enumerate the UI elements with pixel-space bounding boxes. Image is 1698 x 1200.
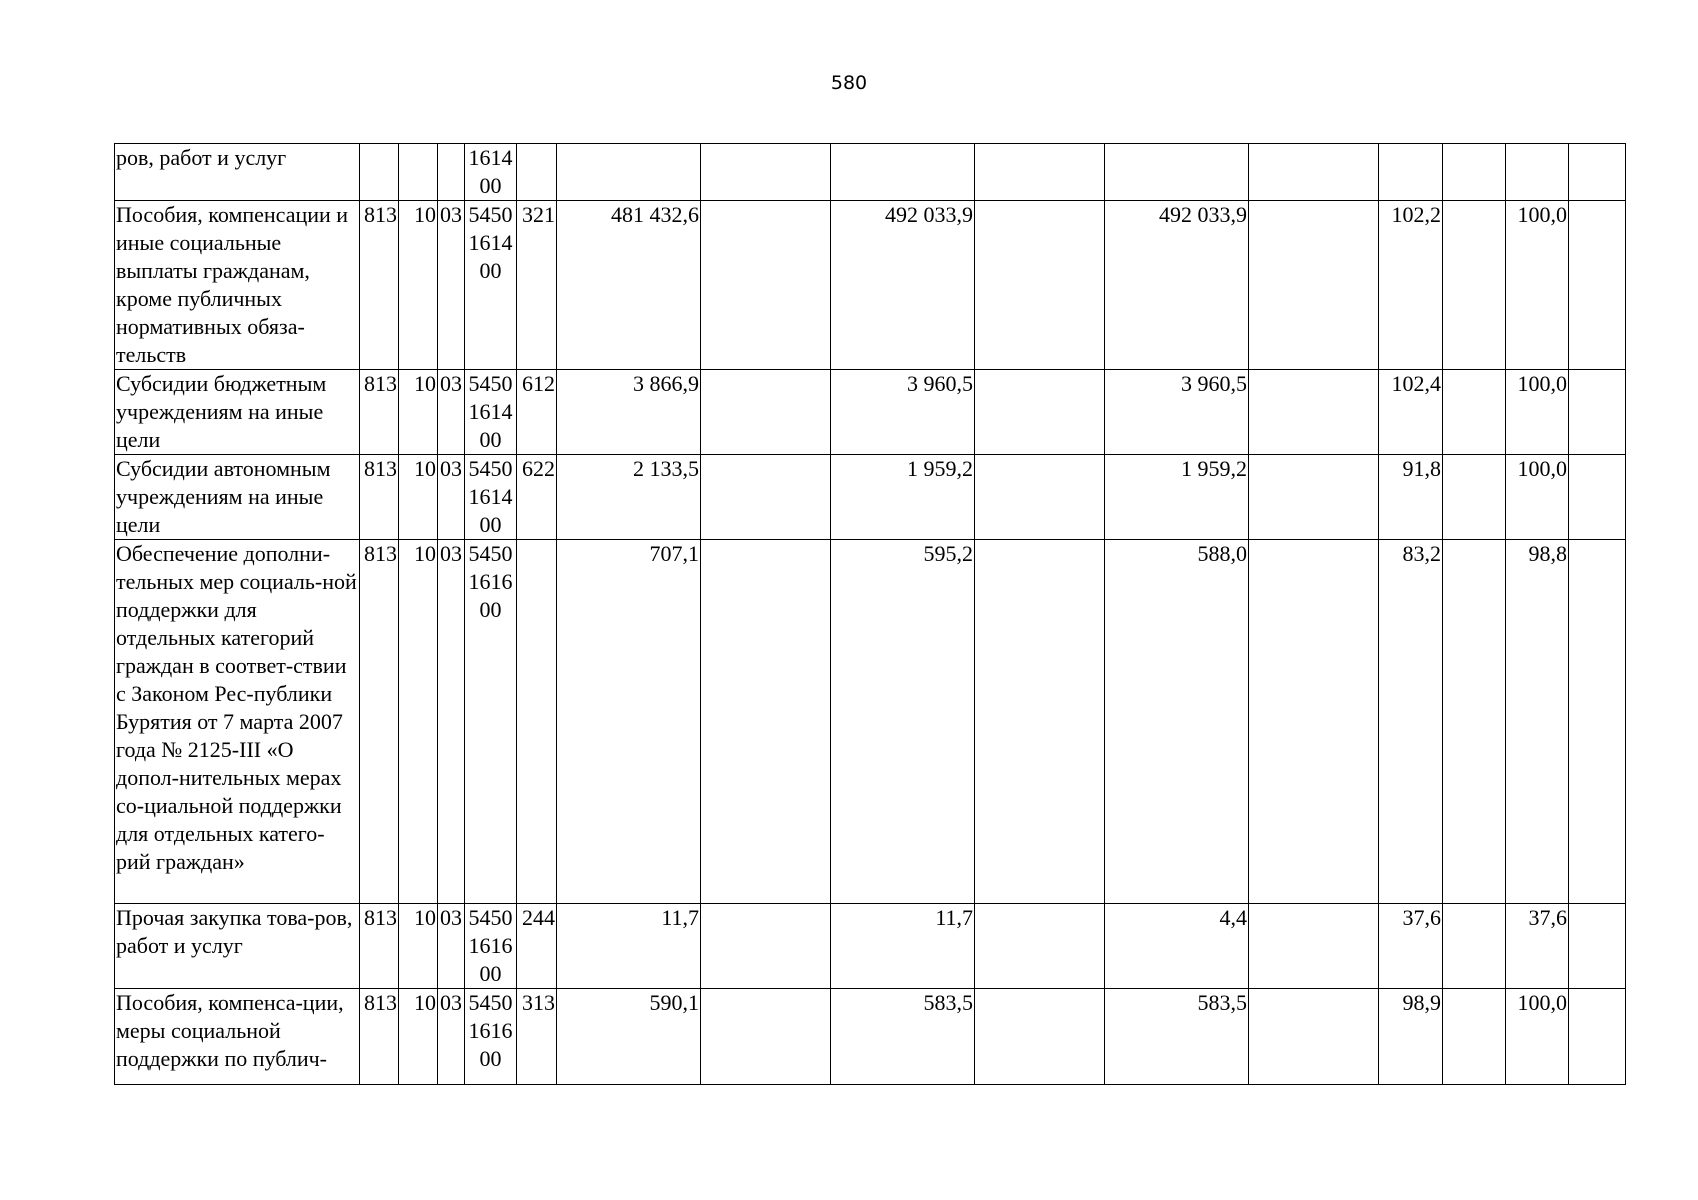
percent-1-cell: 102,2: [1379, 201, 1443, 370]
row-name-cell: Субсидии бюджетным учреждениям на иные цели: [115, 370, 360, 455]
amount-1-cell: 590,1: [557, 989, 701, 1085]
percent-1-cell: 102,4: [1379, 370, 1443, 455]
empty-cell: [1249, 904, 1379, 989]
target-article-cell: [465, 144, 517, 201]
empty-cell: [1249, 989, 1379, 1085]
ved-code-cell: 813: [360, 540, 399, 904]
section-code-cell: 10: [399, 989, 438, 1085]
empty-cell: [1443, 144, 1506, 201]
amount-1-cell: 481 432,6: [557, 201, 701, 370]
percent-1-cell: 98,9: [1379, 989, 1443, 1085]
target-article-cell: [465, 201, 517, 370]
empty-cell: [1443, 540, 1506, 904]
target-article-part: 5450: [468, 541, 513, 566]
percent-2-cell: 37,6: [1506, 904, 1569, 989]
amount-3-cell: 588,0: [1105, 540, 1249, 904]
expense-type-cell: [517, 540, 557, 904]
subsection-code-cell: 03: [438, 201, 465, 370]
target-article-part: 1616: [468, 933, 513, 958]
empty-cell: [701, 455, 831, 540]
expense-type-cell: 622: [517, 455, 557, 540]
target-article-part: 5450: [468, 456, 513, 481]
target-article-part: 1616: [468, 1018, 513, 1043]
empty-cell: [975, 370, 1105, 455]
empty-cell: [1569, 201, 1626, 370]
empty-cell: [701, 370, 831, 455]
percent-2-cell: [1506, 144, 1569, 201]
amount-1-cell: 2 133,5: [557, 455, 701, 540]
target-article-part: 00: [479, 173, 502, 198]
table-row: [115, 455, 1626, 540]
target-article-cell: [465, 904, 517, 989]
expense-type-cell: 244: [517, 904, 557, 989]
table-row: [115, 904, 1626, 989]
table-row: [115, 989, 1626, 1085]
ved-code-cell: 813: [360, 904, 399, 989]
target-article-part: 00: [479, 597, 502, 622]
percent-2-cell: 100,0: [1506, 370, 1569, 455]
amount-2-cell: 583,5: [831, 989, 975, 1085]
target-article-cell: [465, 370, 517, 455]
target-article-part: 1614: [468, 484, 513, 509]
empty-cell: [1443, 989, 1506, 1085]
empty-cell: [1569, 540, 1626, 904]
empty-cell: [975, 201, 1105, 370]
target-article-cell: [465, 540, 517, 904]
percent-2-cell: 98,8: [1506, 540, 1569, 904]
amount-2-cell: [831, 144, 975, 201]
percent-1-cell: 37,6: [1379, 904, 1443, 989]
expense-type-cell: 321: [517, 201, 557, 370]
amount-3-cell: 1 959,2: [1105, 455, 1249, 540]
section-code-cell: 10: [399, 455, 438, 540]
amount-3-cell: [1105, 144, 1249, 201]
empty-cell: [975, 455, 1105, 540]
budget-table: [114, 143, 1626, 1085]
empty-cell: [1569, 904, 1626, 989]
amount-2-cell: 595,2: [831, 540, 975, 904]
target-article-part: 1616: [468, 569, 513, 594]
page-number: 580: [830, 72, 868, 94]
empty-cell: [1569, 144, 1626, 201]
section-code-cell: 10: [399, 904, 438, 989]
expense-type-cell: 612: [517, 370, 557, 455]
amount-1-cell: 707,1: [557, 540, 701, 904]
target-article-part: 5450: [468, 202, 513, 227]
table-row: [115, 540, 1626, 904]
percent-2-cell: 100,0: [1506, 989, 1569, 1085]
table-body: [115, 144, 1626, 1085]
subsection-code-cell: [438, 144, 465, 201]
amount-3-cell: 492 033,9: [1105, 201, 1249, 370]
row-name-cell: Обеспечение дополни-тельных мер социаль-ной поддержки для отдельных категорий граждан в соответ-ствии с Законом Рес-публики Бурятия от 7 марта 2007 года № 2125-III «О допол-нительных мерах со-циальной поддержки для отдельных катего-рий граждан»: [115, 540, 360, 904]
empty-cell: [1443, 455, 1506, 540]
ved-code-cell: 813: [360, 989, 399, 1085]
table-row: [115, 201, 1626, 370]
empty-cell: [975, 144, 1105, 201]
percent-2-cell: 100,0: [1506, 201, 1569, 370]
empty-cell: [701, 989, 831, 1085]
empty-cell: [1569, 989, 1626, 1085]
amount-1-cell: 3 866,9: [557, 370, 701, 455]
amount-2-cell: 492 033,9: [831, 201, 975, 370]
subsection-code-cell: 03: [438, 540, 465, 904]
empty-cell: [701, 904, 831, 989]
subsection-code-cell: 03: [438, 904, 465, 989]
amount-2-cell: 3 960,5: [831, 370, 975, 455]
target-article-part: 00: [479, 512, 502, 537]
target-article-part: 1614: [468, 145, 513, 170]
target-article-part: 5450: [468, 990, 513, 1015]
target-article-part: 1614: [468, 230, 513, 255]
empty-cell: [701, 540, 831, 904]
empty-cell: [701, 144, 831, 201]
amount-3-cell: 3 960,5: [1105, 370, 1249, 455]
table-row: [115, 144, 1626, 201]
row-name-cell: ров, работ и услуг: [115, 144, 360, 201]
subsection-code-cell: 03: [438, 989, 465, 1085]
empty-cell: [1249, 455, 1379, 540]
ved-code-cell: 813: [360, 370, 399, 455]
section-code-cell: 10: [399, 201, 438, 370]
row-name-cell: Пособия, компенса-ции, меры социальной поддержки по публич-: [115, 989, 360, 1085]
empty-cell: [1569, 370, 1626, 455]
section-code-cell: 10: [399, 370, 438, 455]
target-article-part: 1614: [468, 399, 513, 424]
row-name-cell: Пособия, компенсации и иные социальные выплаты гражданам, кроме публичных нормативных обяза-тельств: [115, 201, 360, 370]
target-article-part: 5450: [468, 371, 513, 396]
empty-cell: [1249, 144, 1379, 201]
row-name-cell: Субсидии автономным учреждениям на иные цели: [115, 455, 360, 540]
section-code-cell: [399, 144, 438, 201]
amount-2-cell: 11,7: [831, 904, 975, 989]
subsection-code-cell: 03: [438, 370, 465, 455]
target-article-cell: [465, 455, 517, 540]
empty-cell: [1249, 540, 1379, 904]
expense-type-cell: [517, 144, 557, 201]
empty-cell: [701, 201, 831, 370]
empty-cell: [975, 989, 1105, 1085]
empty-cell: [1443, 201, 1506, 370]
empty-cell: [975, 540, 1105, 904]
target-article-part: 00: [479, 961, 502, 986]
table-row: [115, 370, 1626, 455]
expense-type-cell: 313: [517, 989, 557, 1085]
subsection-code-cell: 03: [438, 455, 465, 540]
percent-2-cell: 100,0: [1506, 455, 1569, 540]
amount-1-cell: [557, 144, 701, 201]
target-article-part: 00: [479, 427, 502, 452]
ved-code-cell: 813: [360, 201, 399, 370]
empty-cell: [1249, 370, 1379, 455]
empty-cell: [1443, 904, 1506, 989]
percent-1-cell: 91,8: [1379, 455, 1443, 540]
empty-cell: [975, 904, 1105, 989]
amount-3-cell: 583,5: [1105, 989, 1249, 1085]
amount-3-cell: 4,4: [1105, 904, 1249, 989]
row-name-cell: Прочая закупка това-ров, работ и услуг: [115, 904, 360, 989]
target-article-cell: [465, 989, 517, 1085]
amount-1-cell: 11,7: [557, 904, 701, 989]
percent-1-cell: [1379, 144, 1443, 201]
section-code-cell: 10: [399, 540, 438, 904]
ved-code-cell: [360, 144, 399, 201]
target-article-part: 5450: [468, 905, 513, 930]
target-article-part: 00: [479, 258, 502, 283]
target-article-part: 00: [479, 1046, 502, 1071]
ved-code-cell: 813: [360, 455, 399, 540]
percent-1-cell: 83,2: [1379, 540, 1443, 904]
empty-cell: [1569, 455, 1626, 540]
amount-2-cell: 1 959,2: [831, 455, 975, 540]
empty-cell: [1249, 201, 1379, 370]
empty-cell: [1443, 370, 1506, 455]
